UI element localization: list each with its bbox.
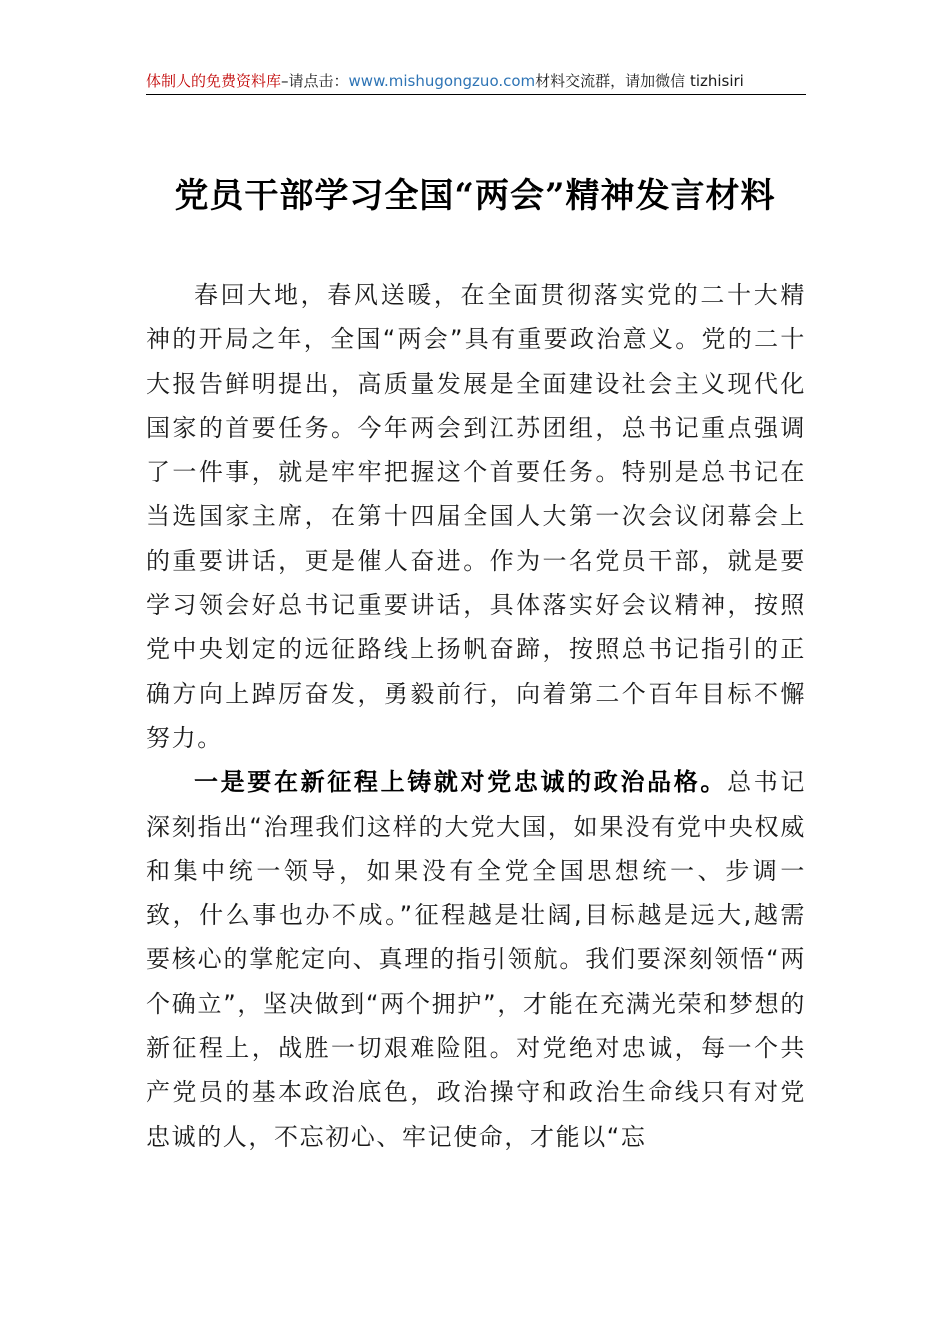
header-divider — [146, 94, 806, 95]
paragraph-point-one — [146, 760, 806, 1159]
header-url-link[interactable]: www.mishugongzuo.com — [348, 72, 536, 90]
paragraph-intro — [146, 273, 806, 760]
header-click-text: –请点击： — [281, 72, 349, 90]
header-site-name: 体制人的免费资料库 — [146, 72, 282, 90]
document-title: 党员干部学习全国“两会”精神发言材料 — [174, 176, 776, 216]
paragraph-text: 总书记深刻指出“治理我们这样的大党大国，如果没有党中央权威和集中统一领导，如果没有全党全国思想统一、步调一致，什么事也办不成。”征程越是壮阔,目标越是远大,越需要核心的掌舵定向、真理的指引领航。我们要深刻领悟“两个确立”，坚决做到“两个拥护”，才能在充满光荣和梦想的新征程上，战胜一切艰难险阻。对党绝对忠诚，每一个共产党员的基本政治底色，政治操守和政治生命线只有对党忠诚的人，不忘初心、牢记使命，才能以“忘 — [146, 768, 806, 1151]
header-contact-text: 材料交流群，请加微信 tizhisiri — [535, 72, 744, 90]
document-body — [146, 273, 806, 1159]
paragraph-text: 春回大地，春风送暖，在全面贯彻落实党的二十大精神的开局之年，全国“两会”具有重要政治意义。党的二十大报告鲜明提出，高质量发展是全面建设社会主义现代化国家的首要任务。今年两会到江苏团组，总书记重点强调了一件事，就是牢牢把握这个首要任务。特别是总书记在当选国家主席，在第十四届全国人大第一次会议闭幕会上的重要讲话，更是催人奋进。作为一名党员干部，就是要学习领会好总书记重要讲话，具体落实好会议精神，按照党中央划定的远征路线上扬帆奋蹄，按照总书记指引的正确方向上踔厉奋发，勇毅前行，向着第二个百年目标不懈努力。 — [146, 281, 806, 752]
paragraph-lead-heading: 一是要在新征程上铸就对党忠诚的政治品格。 — [194, 768, 728, 797]
page-header — [146, 70, 806, 96]
